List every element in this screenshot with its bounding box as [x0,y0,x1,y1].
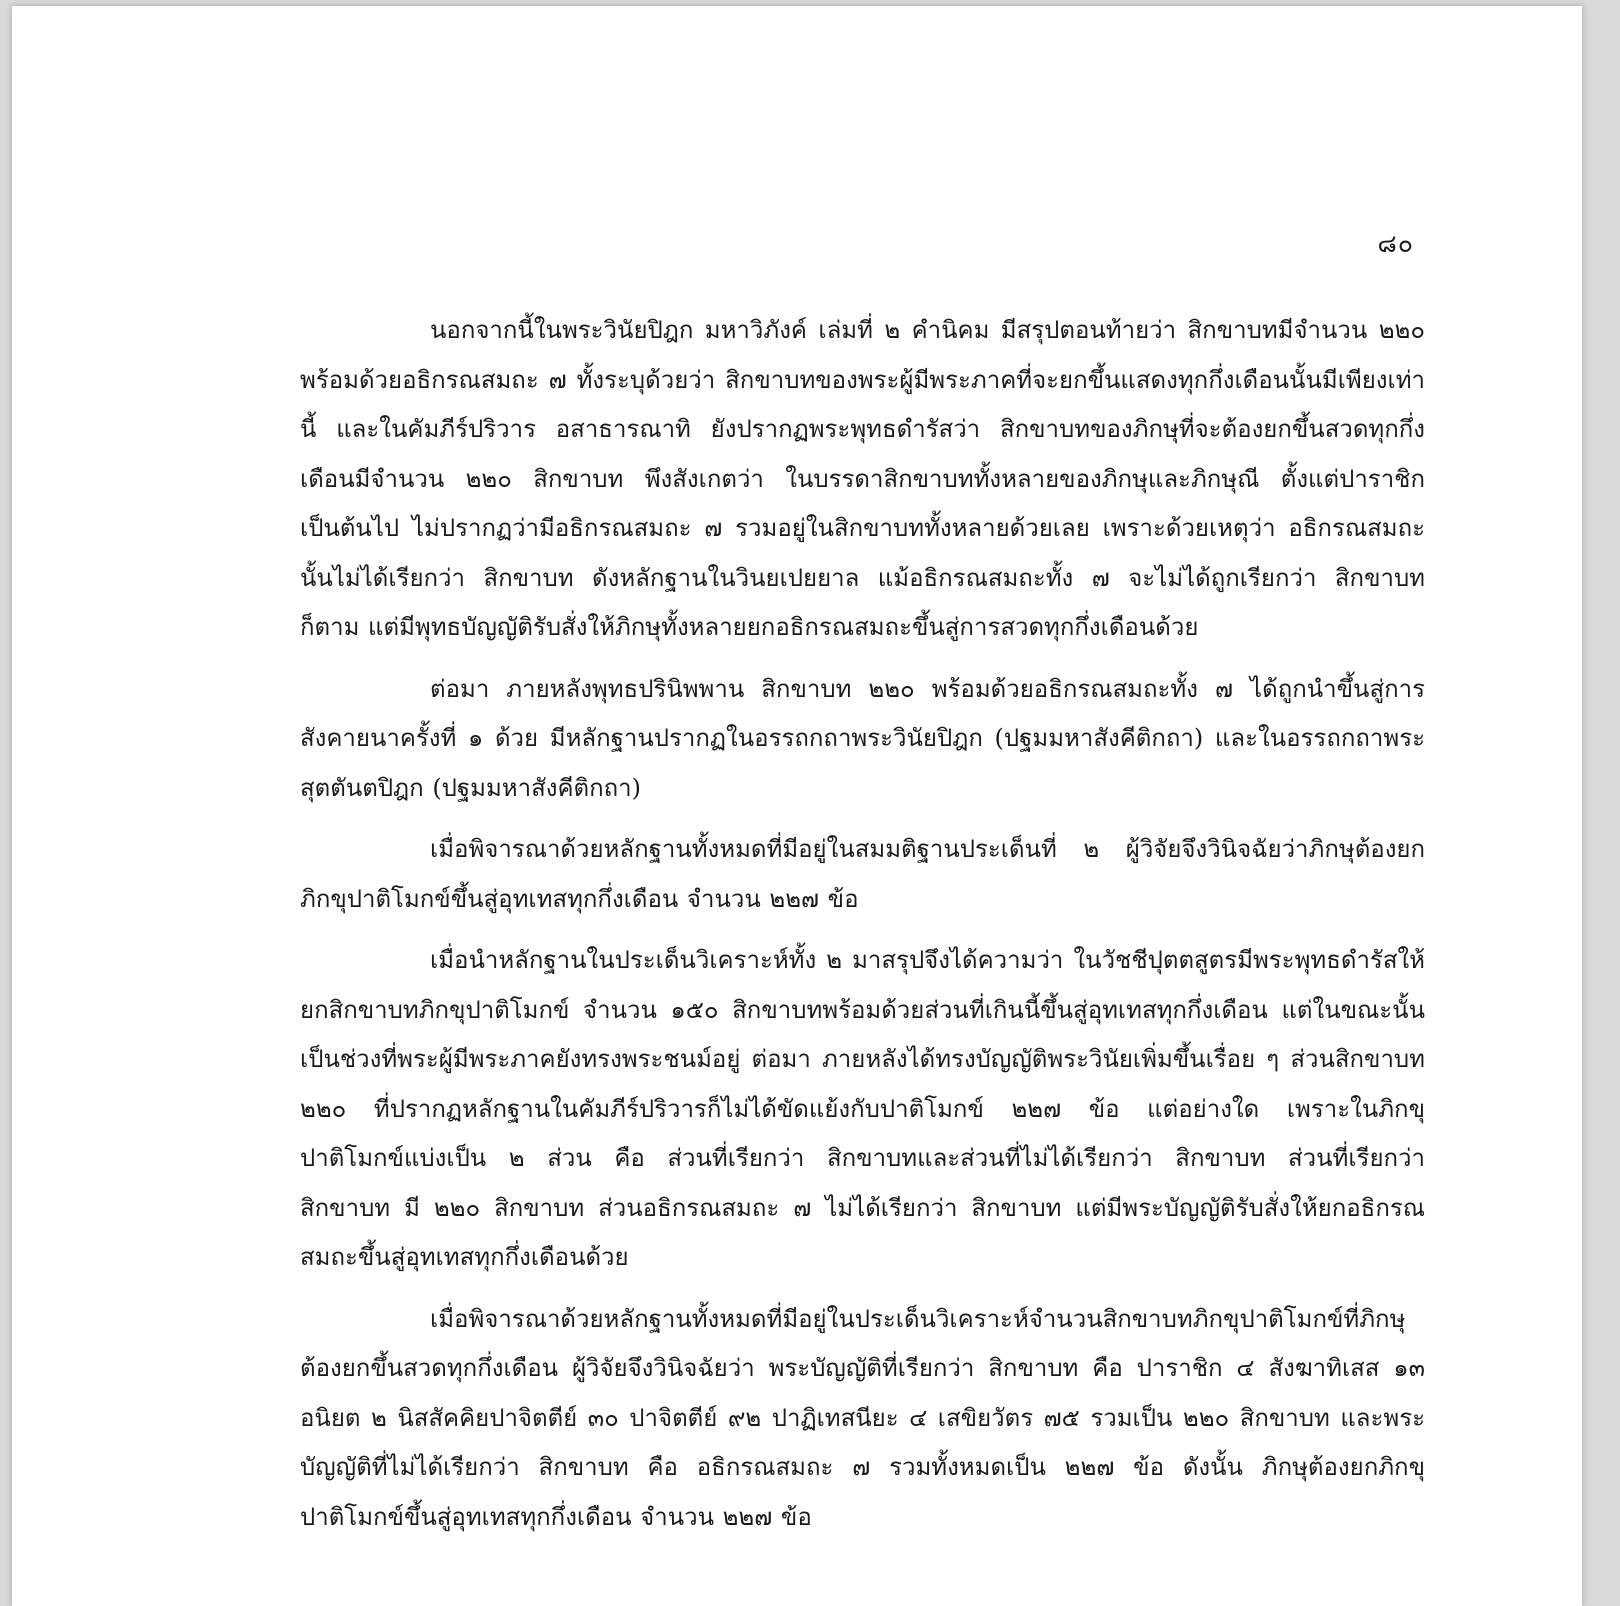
paragraph-4: เมื่อนำหลักฐานในประเด็นวิเคราะห์ทั้ง ๒ มาสรุปจึงได้ความว่า ในวัชชีปุตตสูตรมีพระพุทธดำรัสให้ยกสิกขาบทภิกขุปาติโมกข์ จำนวน ๑๕๐ สิกขาบทพร้อมด้วยส่วนที่เกินนี้ขึ้นสู่อุทเทสทุกกึ่งเดือน แต่ในขณะนั้นเป็นช่วงที่พระผู้มีพระภาคยังทรงพระชนม์อยู่ ต่อมา ภายหลังได้ทรงบัญญัติพระวินัยเพิ่มขึ้นเรื่อย ๆ ส่วนสิกขาบท ๒๒๐ ที่ปรากฏหลักฐานในคัมภีร์ปริวารก็ไม่ได้ขัดแย้งกับปาติโมกข์ ๒๒๗ ข้อ แต่อย่างใด เพราะในภิกขุปาติโมกข์แบ่งเป็น ๒ ส่วน คือ ส่วนที่เรียกว่า สิกขาบทและส่วนที่ไม่ได้เรียกว่า สิกขาบท ส่วนที่เรียกว่า สิกขาบท มี ๒๒๐ สิกขาบท ส่วนอธิกรณสมถะ ๗ ไม่ได้เรียกว่า สิกขาบท แต่มีพระบัญญัติรับสั่งให้ยกอธิกรณสมถะขึ้นสู่อุทเทสทุกกึ่งเดือนด้วย [300,946,1425,1271]
page-number: ๘๐ [1377,229,1414,258]
paragraph-3: เมื่อพิจารณาด้วยหลักฐานทั้งหมดที่มีอยู่ในสมมติฐานประเด็นที่ ๒ ผู้วิจัยจึงวินิจฉัยว่าภิกษุต้องยกภิกขุปาติโมกข์ขึ้นสู่อุทเทสทุกกึ่งเดือน จำนวน ๒๒๗ ข้อ [300,835,1425,913]
document-page [12,6,1582,1606]
paragraph-2: ต่อมา ภายหลังพุทธปรินิพพาน สิกขาบท ๒๒๐ พร้อมด้วยอธิกรณสมถะทั้ง ๗ ได้ถูกนำขึ้นสู่การสังคายนาครั้งที่ ๑ ด้วย มีหลักฐานปรากฏในอรรถกถาพระวินัยปิฎก (ปฐมมหาสังคีติกถา) และในอรรถกถาพระสุตตันตปิฎก (ปฐมมหาสังคีติกถา) [300,674,1425,802]
document-body [300,306,1425,1554]
paragraph-1: นอกจากนี้ในพระวินัยปิฎก มหาวิภังค์ เล่มที่ ๒ คำนิคม มีสรุปตอนท้ายว่า สิกขาบทมีจำนวน ๒๒๐ พร้อมด้วยอธิกรณสมถะ ๗ ทั้งระบุด้วยว่า สิกขาบทของพระผู้มีพระภาคที่จะยกขึ้นแสดงทุกกึ่งเดือนนั้นมีเพียงเท่านี้ และในคัมภีร์ปริวาร อสาธารณาทิ ยังปรากฏพระพุทธดำรัสว่า สิกขาบทของภิกษุที่จะต้องยกขึ้นสวดทุกกึ่งเดือนมีจำนวน ๒๒๐ สิกขาบท พึงสังเกตว่า ในบรรดาสิกขาบททั้งหลายของภิกษุและภิกษุณี ตั้งแต่ปาราชิกเป็นต้นไป ไม่ปรากฏว่ามีอธิกรณสมถะ ๗ รวมอยู่ในสิกขาบททั้งหลายด้วยเลย เพราะด้วยเหตุว่า อธิกรณสมถะนั้นไม่ได้เรียกว่า สิกขาบท ดังหลักฐานในวินยเปยยาล แม้อธิกรณสมถะทั้ง ๗ จะไม่ได้ถูกเรียกว่า สิกขาบทก็ตาม แต่มีพุทธบัญญัติรับสั่งให้ภิกษุทั้งหลายยกอธิกรณสมถะขึ้นสู่การสวดทุกกึ่งเดือนด้วย [300,316,1425,641]
paragraph-5: เมื่อพิจารณาด้วยหลักฐานทั้งหมดที่มีอยู่ในประเด็นวิเคราะห์จำนวนสิกขาบทภิกขุปาติโมกข์ที่ภิกษุต้องยกขึ้นสวดทุกกึ่งเดือน ผู้วิจัยจึงวินิจฉัยว่า พระบัญญัติที่เรียกว่า สิกขาบท คือ ปาราชิก ๔ สังฆาทิเสส ๑๓ อนิยต ๒ นิสสัคคิยปาจิตตีย์ ๓๐ ปาจิตตีย์ ๙๒ ปาฏิเทสนียะ ๔ เสขิยวัตร ๗๕ รวมเป็น ๒๒๐ สิกขาบท และพระบัญญัติที่ไม่ได้เรียกว่า สิกขาบท คือ อธิกรณสมถะ ๗ รวมทั้งหมดเป็น ๒๒๗ ข้อ ดังนั้น ภิกษุต้องยกภิกขุปาติโมกข์ขึ้นสู่อุทเทสทุกกึ่งเดือน จำนวน ๒๒๗ ข้อ [300,1304,1425,1531]
